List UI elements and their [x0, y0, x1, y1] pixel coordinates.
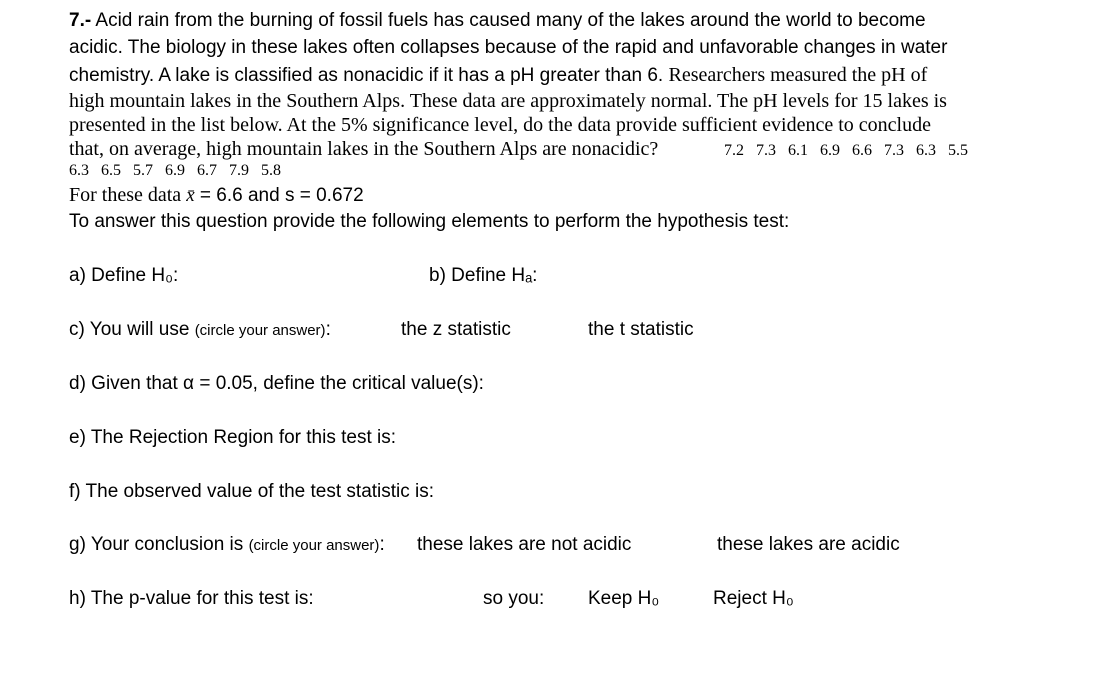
option-z-statistic[interactable]: the z statistic	[401, 319, 511, 340]
part-g-hint: (circle your answer)	[248, 537, 380, 554]
part-h-p-value: h) The p-value for this test is:	[69, 588, 314, 609]
part-c-text: c) You will use	[69, 319, 195, 340]
problem-number: 7.-	[69, 10, 92, 31]
option-acidic[interactable]: these lakes are acidic	[717, 534, 900, 555]
part-g-colon: :	[379, 534, 385, 555]
part-c-hint: (circle your answer)	[194, 322, 326, 339]
problem-text-1: Acid rain from the burning of fossil fuels has caused many of the lakes around the world to become	[91, 10, 926, 31]
stats-values: = 6.6 and s = 0.672	[194, 185, 364, 206]
part-g-text: g) Your conclusion is	[69, 534, 249, 555]
stats-prefix: For these data	[69, 184, 187, 206]
option-reject-h0[interactable]: Reject H₀	[713, 588, 794, 609]
ph-data-row-2: 6.3 6.5 5.7 6.9 6.7 7.9 5.8	[69, 162, 281, 179]
part-e-rejection-region: e) The Rejection Region for this test is:	[69, 427, 397, 448]
problem-line-1	[69, 10, 926, 32]
part-c-label	[69, 319, 331, 341]
part-a-null-hypothesis: a) Define H₀:	[69, 265, 179, 286]
problem-text-3a: chemistry. A lake is classified as nonacidic if it has a pH greater than 6.	[69, 65, 669, 86]
part-b-alternative-hypothesis: b) Define Hₐ:	[429, 265, 538, 286]
problem-line-6: that, on average, high mountain lakes in the Southern Alps are nonacidic?	[69, 138, 659, 160]
part-g-label	[69, 534, 385, 556]
ph-data-row-1: 7.2 7.3 6.1 6.9 6.6 7.3 6.3 5.5	[724, 142, 968, 159]
instruction-text: To answer this question provide the following elements to perform the hypothesis test:	[69, 211, 790, 232]
problem-line-2: acidic. The biology in these lakes often collapses because of the rapid and unfavorable changes in water	[69, 37, 948, 58]
option-t-statistic[interactable]: the t statistic	[588, 319, 694, 340]
so-you-label: so you:	[483, 588, 545, 609]
problem-line-5: presented in the list below. At the 5% significance level, do the data provide sufficient evidence to conclude	[69, 114, 931, 136]
problem-line-3	[69, 64, 927, 87]
problem-line-4: high mountain lakes in the Southern Alps. These data are approximately normal. The pH levels for 15 lakes is	[69, 90, 947, 112]
option-keep-h0[interactable]: Keep H₀	[588, 588, 660, 609]
problem-text-3b: Researchers measured the pH of	[668, 64, 928, 86]
part-c-colon: :	[325, 319, 331, 340]
option-not-acidic[interactable]: these lakes are not acidic	[417, 534, 632, 555]
sample-stats	[69, 184, 364, 207]
part-f-test-statistic: f) The observed value of the test statistic is:	[69, 481, 435, 502]
xbar-symbol: x̄	[186, 185, 195, 206]
part-d-critical-value: d) Given that α = 0.05, define the critical value(s):	[69, 373, 484, 394]
